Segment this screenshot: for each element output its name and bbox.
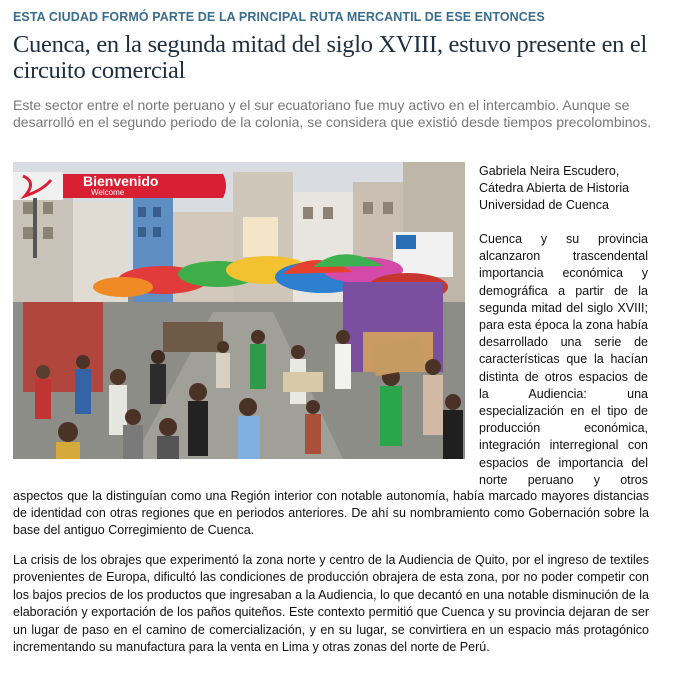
article-kicker: ESTA CIUDAD FORMÓ PARTE DE LA PRINCIPAL RUTA MERCANTIL DE ESE ENTONCES	[13, 10, 545, 24]
byline	[479, 163, 649, 214]
byline-affiliation-2: Universidad de Cuenca	[479, 198, 609, 212]
byline-author: Gabriela Neira Escudero,	[479, 164, 620, 178]
banner-welcome-text: Bienvenido	[83, 173, 159, 189]
article-headline: Cuenca, en la segunda mitad del siglo XVIII, estuvo presente en el circuito comercial	[13, 31, 648, 84]
banner-welcome-subtext: Welcome	[91, 188, 125, 197]
body-full-width-text: aspectos que la distinguían como una Región interior con notable autonomía, había marcado mayores distancias de identidad con otras regiones que en periodos anteriores. De ahí su nombramiento como Gobernación sobre la base del antiguo Corregimiento de Cuenca.	[13, 489, 649, 538]
byline-affiliation-1: Cátedra Abierta de Historia	[479, 181, 630, 195]
market-street-photo	[13, 162, 465, 459]
body-paragraph-2: La crisis de los obrajes que experimentó la zona norte y centro de la Audiencia de Quito, por el ingreso de textiles provenientes de Europa, dificultó las condiciones de producción obrajera de esta zona, por no poder competir con los bajos precios de los productos que ingresaban a la Audiencia, lo que decantó en una notable disminución de la elaboración y exportación de los paños quiteños. Este contexto permitió que Cuenca y su provincia dejaran de ser un lugar de paso en el camino de comercialización, y en su lugar, se convirtiera en un espacio más protagónico incrementando su manufactura para la venta en Lima y otras zonas del norte de Perú.	[13, 553, 649, 655]
body-column-text: Cuenca y su provincia alcanzaron trascendental importancia económica y demográfica a partir de la segunda mitad del siglo XVIII; para esta época la zona había desarrollado una serie de características que la hacían distinta de otros espacios de la Audiencia: una especialización en el tipo de producción económica, integración interregional con espacios de importancia del norte peruano y otros	[479, 232, 648, 487]
article-lede: Este sector entre el norte peruano y el sur ecuatoriano fue muy activo en el intercambio. Aunque se desarrolló en el segundo periodo de la colonia, se considera que existió desde tiempos precolombinos.	[13, 97, 652, 130]
